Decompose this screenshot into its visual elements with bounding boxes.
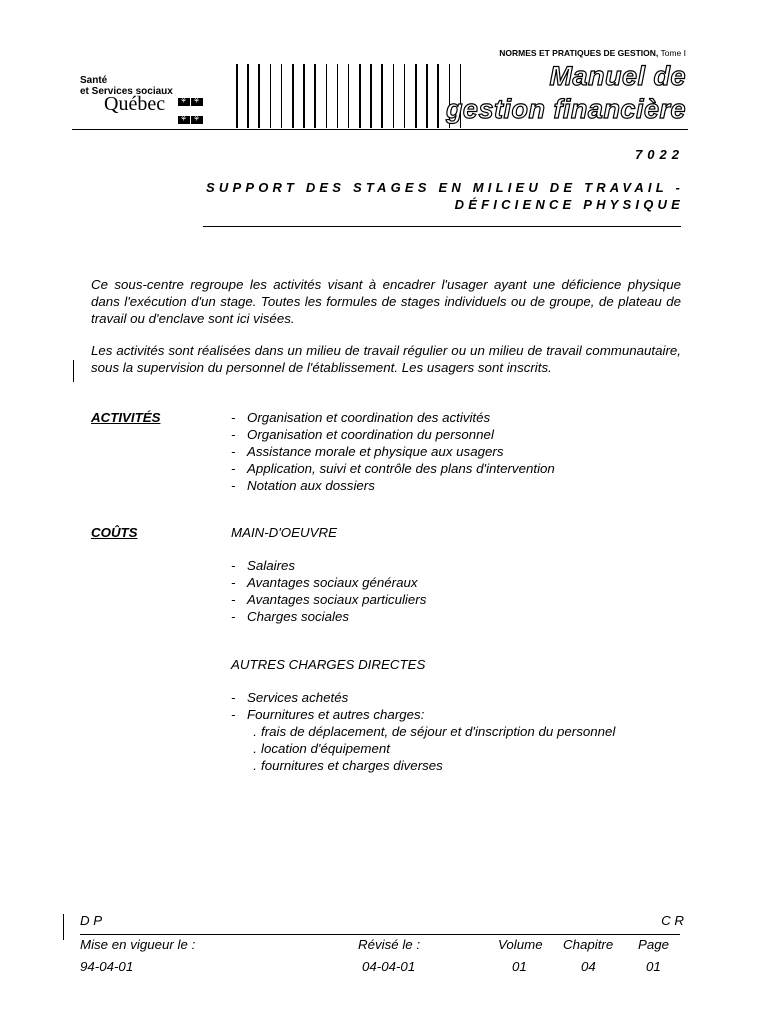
- quebec-logo: [80, 75, 220, 125]
- revised-date-label: Révisé le :: [358, 937, 421, 952]
- document-title-line2: DÉFICIENCE PHYSIQUE: [454, 197, 684, 212]
- manual-title-line1: Manuel de: [549, 61, 686, 91]
- list-item: - Avantages sociaux généraux: [231, 575, 418, 590]
- document-title-line1: SUPPORT DES STAGES EN MILIEU DE TRAVAIL -: [206, 180, 684, 195]
- fleur-de-lis-icon: [178, 95, 208, 131]
- effective-date-label: Mise en vigueur le :: [80, 937, 196, 952]
- footer-divider: [80, 934, 680, 935]
- list-item: - Charges sociales: [231, 609, 349, 624]
- sub-list-item: . location d'équipement: [253, 741, 390, 756]
- chapter-label: Chapitre: [563, 937, 614, 952]
- context-paragraph: Les activités sont réalisées dans un milieu de travail régulier ou un milieu de travail communautaire, sous la supervision du personnel de l'établissement. Les usagers sont inscrits.: [91, 343, 681, 375]
- volume-value: 01: [512, 959, 527, 974]
- list-item: - Salaires: [231, 558, 296, 573]
- activities-list: [231, 409, 681, 494]
- labour-heading: MAIN-D'OEUVRE: [231, 525, 337, 540]
- costs-label: COÛTS: [91, 525, 138, 540]
- effective-date: 94-04-01: [80, 959, 134, 974]
- list-item: - Organisation et coordination des activités: [231, 410, 491, 425]
- list-item: - Services achetés: [231, 690, 349, 705]
- list-item: - Notation aux dossiers: [231, 478, 375, 493]
- logo-quebec-name: Québec: [104, 93, 166, 115]
- header-caption-tome: Tome I: [658, 48, 686, 58]
- list-item: - Application, suivi et contrôle des plans d'intervention: [231, 461, 555, 476]
- footer-revision-bar: [63, 914, 64, 940]
- list-item: - Fournitures et autres charges:: [231, 707, 425, 722]
- list-item: - Avantages sociaux particuliers: [231, 592, 427, 607]
- manual-title-line2: gestion financière: [445, 94, 686, 124]
- other-charges-heading: AUTRES CHARGES DIRECTES: [231, 657, 426, 672]
- chapter-value: 04: [581, 959, 596, 974]
- sub-list-item: . frais de déplacement, de séjour et d'inscription du personnel: [253, 724, 616, 739]
- document-title: [184, 179, 684, 213]
- list-item: - Organisation et coordination du personnel: [231, 427, 494, 442]
- manual-title: [446, 60, 686, 126]
- document-code: 7022: [635, 147, 684, 162]
- header-caption-bold: NORMES ET PRATIQUES DE GESTION,: [499, 48, 659, 58]
- page-label: Page: [638, 937, 670, 952]
- barcode-decoration: [236, 64, 472, 128]
- title-divider: [203, 226, 681, 227]
- logo-line-services: et Services sociaux: [80, 86, 173, 97]
- other-charges-list: [231, 689, 681, 774]
- labour-list: [231, 557, 681, 625]
- revised-date: 04-04-01: [362, 959, 416, 974]
- footer-left-code: D P: [80, 913, 103, 928]
- activities-label: ACTIVITÉS: [91, 410, 161, 425]
- volume-label: Volume: [498, 937, 543, 952]
- page-value: 01: [646, 959, 661, 974]
- logo-line-sante: Santé: [80, 75, 108, 86]
- list-item: - Assistance morale et physique aux usagers: [231, 444, 504, 459]
- sub-list-item: . fournitures et charges diverses: [253, 758, 443, 773]
- header-caption: [499, 48, 686, 58]
- intro-paragraph: Ce sous-centre regroupe les activités visant à encadrer l'usager ayant une déficience physique dans l'exécution d'un stage. Toutes les formules de stages individuels ou de groupe, de plateau de travail ou d'enclave sont ici visées.: [91, 277, 681, 326]
- header-divider: [72, 129, 688, 130]
- footer-right-code: C R: [661, 913, 684, 928]
- revision-bar: [73, 360, 74, 382]
